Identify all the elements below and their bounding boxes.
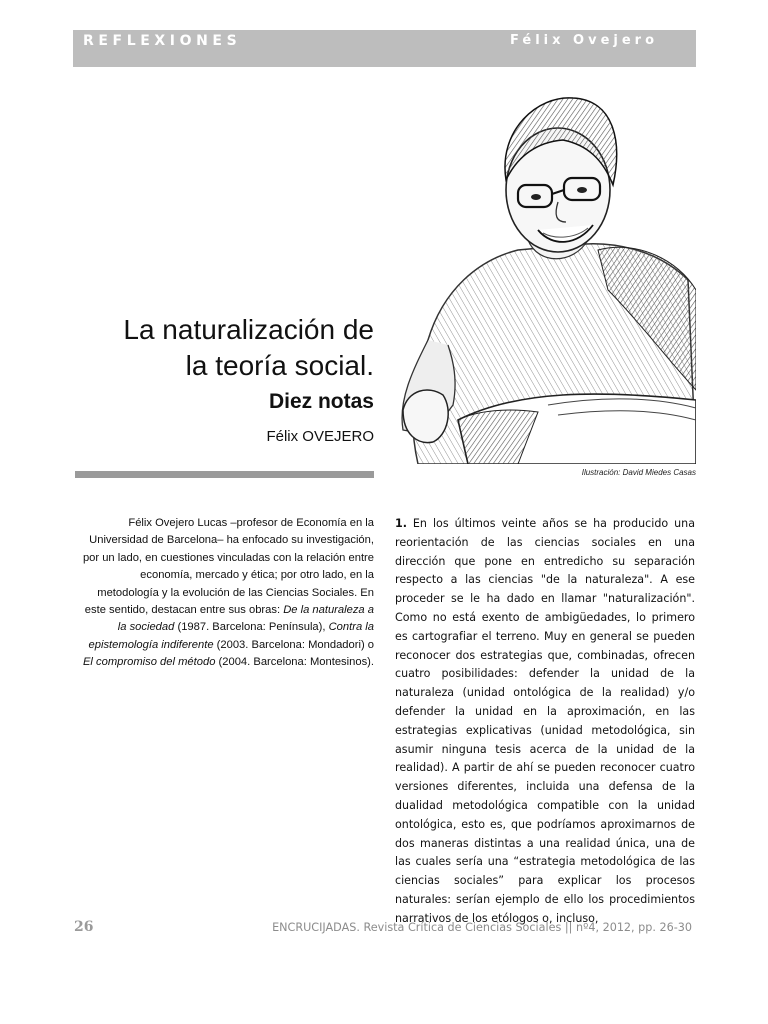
bio-work-1-info: (1987. Barcelona: Península), [174,621,329,634]
article-body [395,515,695,929]
header-band [73,30,696,67]
author-bio [76,515,374,672]
article-title [34,312,374,384]
bio-work-3: El compromiso del método [82,656,216,669]
title-divider [75,471,374,478]
journal-citation: ENCRUCIJADAS. Revista Crítica de Ciencias Sociales || nº4, 2012, pp. 26-30 [272,921,692,934]
body-paragraph: En los últimos veinte años se ha producido una reorientación de las ciencias sociales en una dirección que pone en entredicho su separación respecto a las ciencias "de la naturaleza". A ese proceder se le ha dado en llamar "naturalización". Como no está exento de ambigüedades, lo primero es cartografiar el terreno. Muy en general se pueden reconocer dos estrategias que, combinadas, ofrecen cuatro posibilidades: defender la unidad de la naturaleza (unidad ontológica de la realidad) y/o defender la unidad en la aproximación, en las estrategias explicativas (unidad metodológica, sin asumir ninguna tesis acerca de la unidad de la realidad). A partir de ahí se pueden reconocer cuatro versiones diferentes, incluida una defensa de la dualidad metodológica compatible con la unidad ontológica, esto es, que podríamos aproximarnos de dos maneras distintas a una realidad única, una de las cuales sería una “estrategia metodológica de las ciencias sociales” para explicar los procesos naturales: serían ejemplo de ello los procedimientos narrativos de los etólogos o, incluso, [395,517,695,925]
title-line-1: La naturalización de [123,314,374,345]
article-byline: Félix OVEJERO [266,428,374,445]
illustration-caption: Ilustración: David Miedes Casas [581,468,696,477]
title-line-2: la teoría social. [185,350,374,381]
bio-text: Félix Ovejero Lucas –profesor de Economía en la Universidad de Barcelona– ha enfocado su investigación, por un lado, en cuestiones vinculadas con la relación entre economía, mercado y ética; por otro lado, en la metodología y la evolución de las Ciencias Sociales. En este sentido, destacan entre sus obras: [82,517,374,617]
section-label: REFLEXIONES [83,33,242,49]
page-number: 26 [74,919,94,935]
bio-work-3-info: (2004. Barcelona: Montesinos). [215,656,374,669]
bio-work-1: De la naturaleza a la sociedad [117,604,374,634]
header-author: Félix Ovejero [510,33,658,48]
article-subtitle: Diez notas [268,390,374,413]
bio-work-2: Contra la epistemología indiferente [88,621,374,651]
section-number: 1. [395,517,407,530]
portrait-illustration [398,90,696,464]
bio-work-2-info: (2003. Barcelona: Mondadori) o [213,638,374,651]
